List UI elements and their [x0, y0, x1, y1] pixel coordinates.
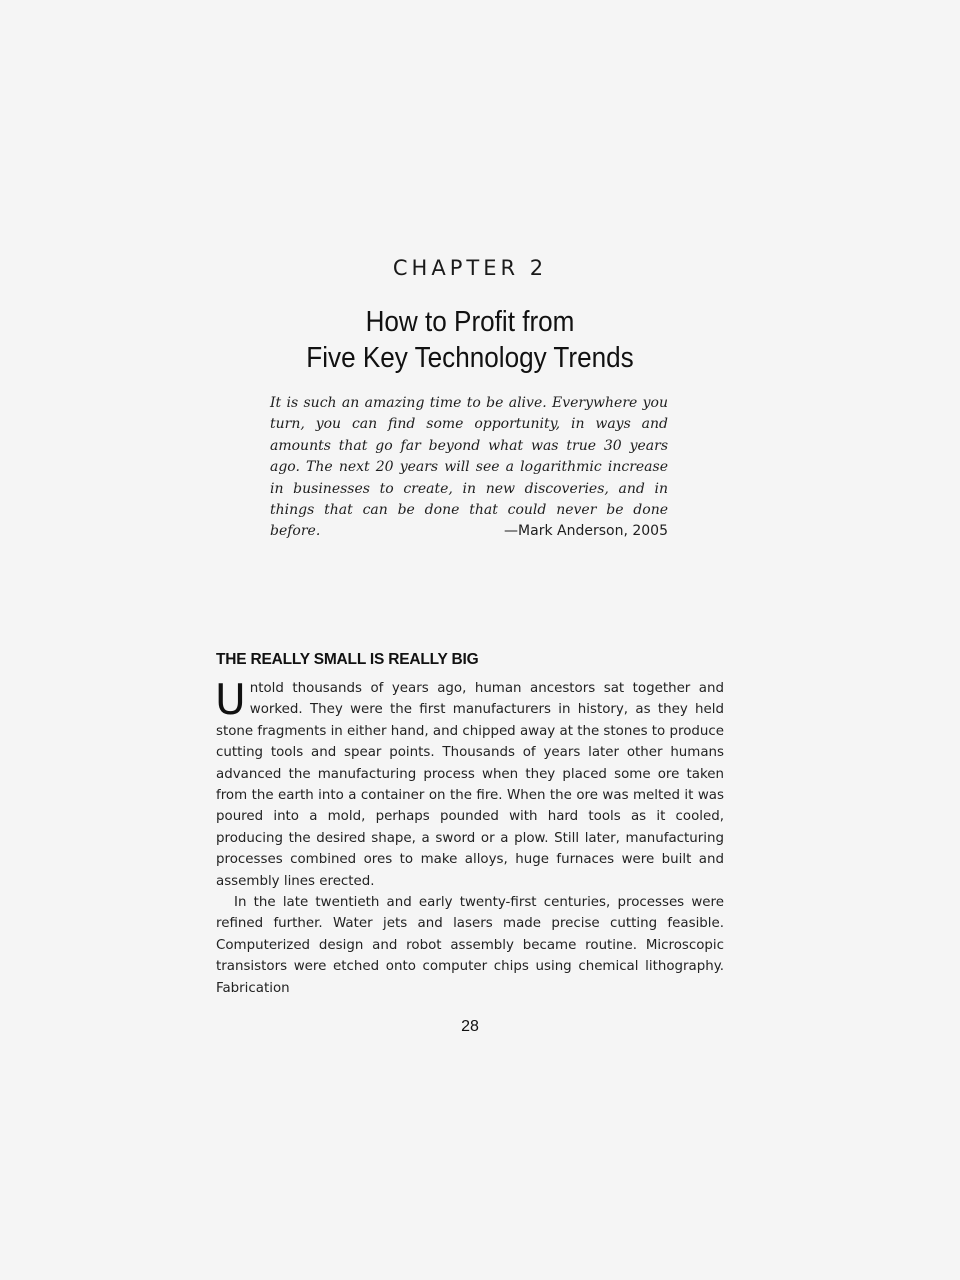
- paragraph-1-text: ntold thousands of years ago, human ancestors sat together and worked. They were the first manufacturers in history, as they held stone fragments in either hand, and chipped away at the stones to produce cutting tools and spear points. Thousands of years later other humans advanced the manufacturing process when they placed some ore taken from the earth into a container on the fire. When the ore was melted it was poured into a mold, perhaps pounded with hard tools as it cooled, producing the desired shape, a sword or a plow. Still later, manufacturing processes combined ores to make alloys, huge furnaces were built and assembly lines erected.: [216, 681, 725, 889]
- section-heading: THE REALLY SMALL IS REALLY BIG: [216, 651, 479, 668]
- paragraph-1: [215, 675, 725, 892]
- page-number: 28: [461, 1018, 479, 1035]
- chapter-title: [47, 304, 893, 376]
- body-text: [215, 675, 725, 999]
- chapter-label: CHAPTER 2: [392, 256, 548, 280]
- drop-cap: U: [215, 675, 246, 724]
- chapter-title-line-1: How to Profit from: [365, 306, 575, 338]
- paragraph-2: In the late twentieth and early twenty-first centuries, processes were refined further. Water jets and lasers made precise cutting feasible. Computerized design and robot assembly became routine. Microscopic transistors were etched onto computer chips using chemical lithography. Fabrication: [216, 895, 724, 996]
- epigraph-attribution: —Mark Anderson, 2005: [504, 523, 668, 539]
- epigraph-quote: It is such an amazing time to be alive. Everywhere you turn, you can find some opportunity, in ways and amounts that go far beyond what was true 30 years ago. The next 20 years will see a logarithmic increase in businesses to create, in new discoveries, and in things that can be done that could never be done before.: [270, 395, 668, 540]
- chapter-title-line-2: Five Key Technology Trends: [306, 342, 634, 374]
